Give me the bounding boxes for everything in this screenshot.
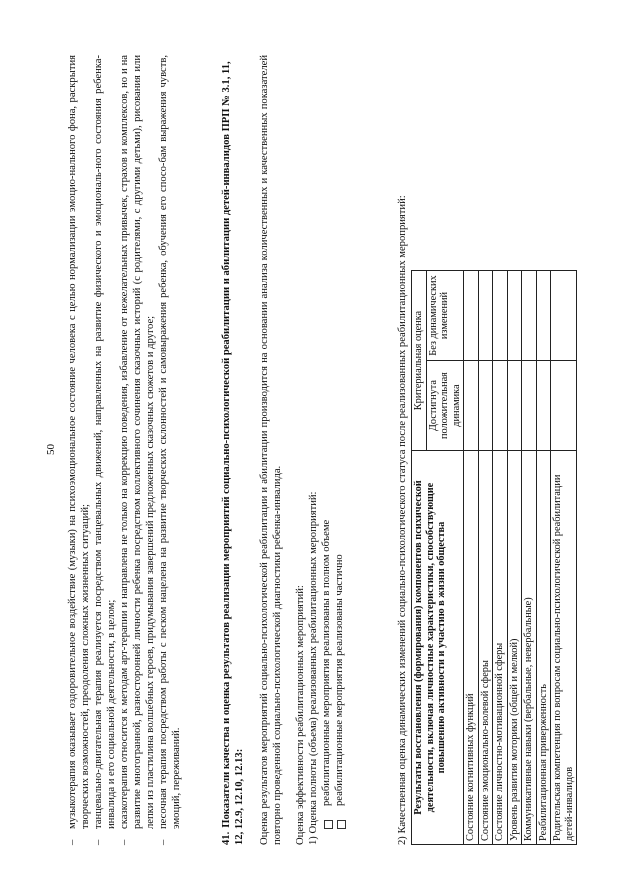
list-item-text: сказкотерапия относится к методам арт-терапии и направлена не только на коррекцию поведения, избавление от нежелательных привычек, страхов и комплексов, но и на развитие многогранной, разносторонней личности ребенка посредством коллективного сочинения сказочных историй (с родителями, с другими детьми), рисования или лепки из пластилина волшебных героев, придумывания завершений предложенных сказочных сюжетов и другое; (119, 55, 156, 829)
table-cell (536, 271, 551, 361)
table-row (464, 271, 479, 845)
list-item-text: песочная терапия посредством работы с песком нацелена на развитие творческих склонностей и самовыражения ребенка, обучения его спосо-бам выражения чувств, эмоций, переживаний. (158, 55, 182, 829)
table-row (507, 271, 522, 845)
row-label: Уровень развития моторики (общей и мелкой) (507, 451, 522, 845)
checkbox-option (321, 135, 334, 829)
table-row (536, 271, 551, 845)
checkbox-square-icon (324, 820, 333, 829)
table-row (522, 271, 537, 845)
row-label: Состояние когнитивных функций (464, 451, 479, 845)
table-row (493, 271, 508, 845)
table-cell (551, 361, 577, 451)
table-row (478, 271, 493, 845)
evaluation-item-1: 1) Оценка полноты (объема) реализованных реабилитационных мероприятий: (308, 491, 319, 845)
table-cell (507, 271, 522, 361)
row-label: Реабилитационная приверженность (536, 451, 551, 845)
table-cell (507, 361, 522, 451)
checkbox-label: реабилитационные мероприятия реализованы в полном объеме (321, 519, 332, 806)
table-cell (493, 361, 508, 451)
list-item: – танцевально-двигательная терапия реализуется посредством танцевальных движений, направленных на развитие физического и эмоциональ-ного состояния ребенка-инвалида и его социальной деятельности, в целом; (93, 55, 117, 845)
evaluation-table (411, 270, 577, 845)
list-item: – песочная терапия посредством работы с песком нацелена на развитие творческих склонностей и самовыражения ребенка, обучения его спосо-бам выражения чувств, эмоций, переживаний. (158, 55, 182, 845)
page-number: 50 (45, 444, 57, 455)
row-label: Состояние личностно-мотивационной сферы (493, 451, 508, 845)
table-row (551, 271, 577, 845)
header-col2: Без динамических изменений (426, 271, 464, 361)
table-cell (478, 271, 493, 361)
row-label: Состояние эмоционально-волевой сферы (478, 451, 493, 845)
table-cell (464, 271, 479, 361)
table-cell (464, 361, 479, 451)
header-group: Критериальная оценка (412, 271, 427, 451)
section-title: Показатели качества и оценка результатов реализации мероприятий социально-психологической реабилитации и абилитации детей-инвалидов ПРП № 3.1, 11, 12, 12.9, 12.10, 12.13: (221, 61, 245, 845)
list-item-text: музыкотерапия оказывает оздоровительное воздействие (музыки) на психоэмоциональное состояние человека с целью нормализации эмоцио-нального фона, раскрытия творческих возможностей, преодоления сложных жизненных ситуаций; (67, 55, 91, 829)
table-cell (551, 271, 577, 361)
evaluation-intro: Оценка эффективности реабилитационных мероприятий: (295, 585, 306, 845)
header-col1: Достигнута положительная динамика (426, 361, 464, 451)
list-item-text: танцевально-двигательная терапия реализуется посредством танцевальных движений, направленных на развитие физического и эмоциональ-ного состояния ребенка-инвалида и его социальной деятельности, в целом; (93, 55, 117, 829)
table-cell (493, 271, 508, 361)
checkbox-square-icon (337, 820, 346, 829)
header-main: Результаты восстановления (формирования) компонентов психической деятельности, включая личностные характеристики, способствующие повышению активности и участию в жизни общества (412, 451, 464, 845)
row-label: Коммуникативные навыки (вербальные, невербальные) (522, 451, 537, 845)
table-cell (522, 271, 537, 361)
table-header-row (412, 271, 427, 845)
therapy-list (67, 55, 184, 845)
table-cell (522, 361, 537, 451)
checkbox-list (321, 135, 346, 835)
list-item: – сказкотерапия относится к методам арт-терапии и направлена не только на коррекцию поведения, избавление от нежелательных привычек, страхов и комплексов, но и на развитие многогранной, разносторонней личности ребенка посредством коллективного сочинения сказочных историй (с родителями, с другими детьми), рисования или лепки из пластилина волшебных героев, придумывания завершений предложенных сказочных сюжетов и другое; (119, 55, 156, 845)
evaluation-item-2: 2) Качественная оценка динамических изменений социально-психологического статуса после реализованных реабилитационных мероприятий: (397, 195, 408, 845)
checkbox-option (334, 135, 347, 829)
section-heading (221, 55, 246, 845)
table-cell (478, 361, 493, 451)
list-item: – музыкотерапия оказывает оздоровительное воздействие (музыки) на психоэмоциональное состояние человека с целью нормализации эмоцио-нального фона, раскрытия творческих возможностей, преодоления сложных жизненных ситуаций; (67, 55, 91, 845)
table-cell (536, 361, 551, 451)
checkbox-label: реабилитационные мероприятия реализованы частично (333, 554, 345, 806)
section-paragraph: Оценка результатов мероприятий социально-психологической реабилитации и абилитации производится на основании анализа количественных и качественных показателей повторно проведенной социально-психологической диагностики ребенка-инвалида. (259, 55, 283, 845)
row-label: Родительская компетенция по вопросам социально-психологической реабилитации детей-инвалидов (551, 451, 577, 845)
rotated-content (45, 45, 605, 845)
section-number: 41. (221, 831, 232, 845)
